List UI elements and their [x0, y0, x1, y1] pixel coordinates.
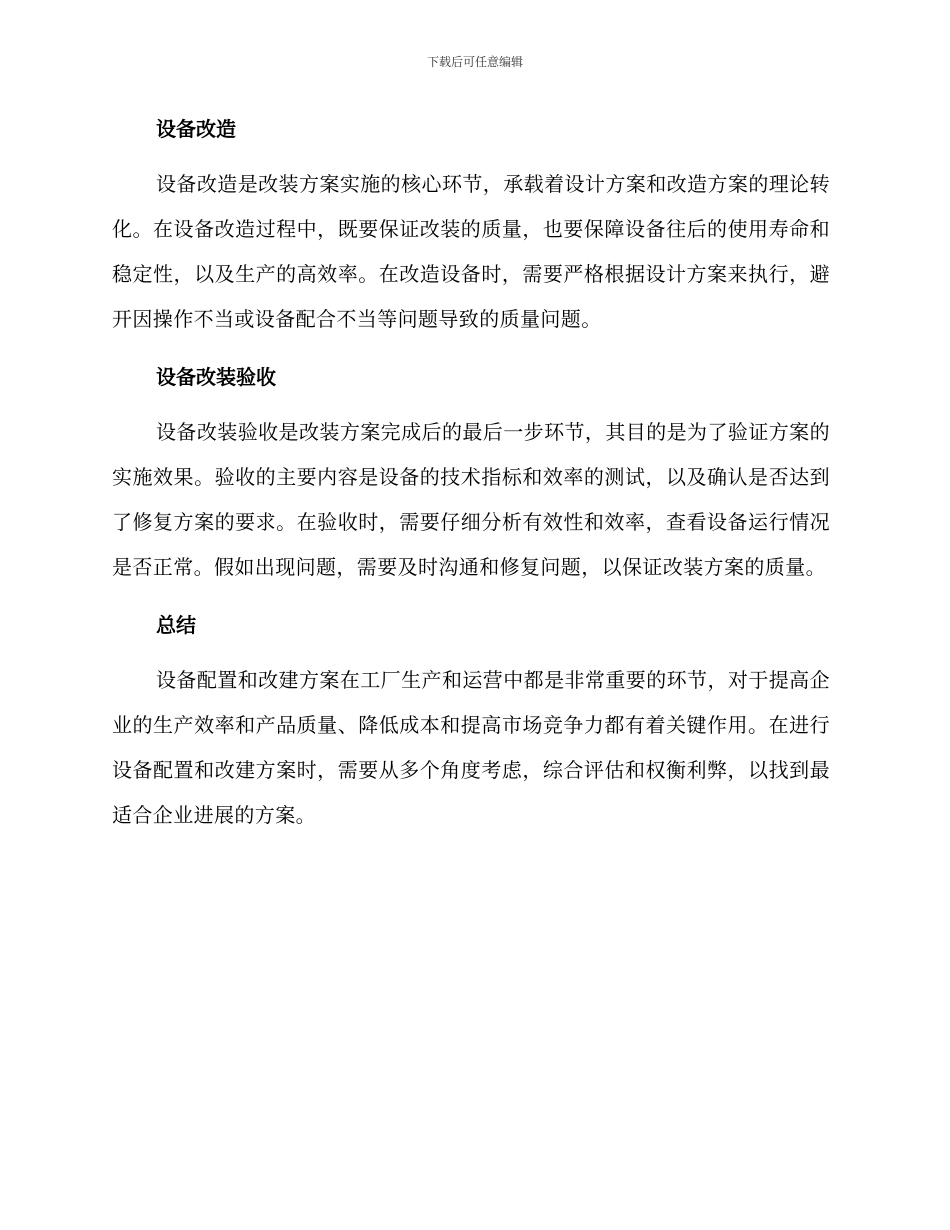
section-summary [112, 608, 830, 838]
header-note: 下载后可任意编辑 [426, 55, 523, 69]
section-paragraph: 设备配置和改建方案在工厂生产和运营中都是非常重要的环节，对于提高企业的生产效率和产品质量、降低成本和提高市场竞争力都有着关键作用。在进行设备配置和改建方案时，需要从多个角度考虑，综合评估和权衡利弊，以找到最适合企业进展的方案。 [112, 668, 830, 827]
section-paragraph: 设备改造是改装方案实施的核心环节，承载着设计方案和改造方案的理论转化。在设备改造过程中，既要保证改装的质量，也要保障设备往后的使用寿命和稳定性，以及生产的高效率。在改造设备时，需要严格根据设计方案来执行，避开因操作不当或设备配合不当等问题导致的质量问题。 [112, 172, 830, 331]
document-content [112, 112, 830, 856]
section-modification-acceptance [112, 360, 830, 590]
section-heading: 设备改造 [156, 117, 236, 141]
section-equipment-modification [112, 112, 830, 342]
section-heading: 总结 [156, 613, 196, 637]
section-heading: 设备改装验收 [156, 365, 276, 389]
section-paragraph: 设备改装验收是改装方案完成后的最后一步环节，其目的是为了验证方案的实施效果。验收的主要内容是设备的技术指标和效率的测试，以及确认是否达到了修复方案的要求。在验收时，需要仔细分析有效性和效率，查看设备运行情况是否正常。假如出现问题，需要及时沟通和修复问题，以保证改装方案的质量。 [112, 420, 830, 579]
